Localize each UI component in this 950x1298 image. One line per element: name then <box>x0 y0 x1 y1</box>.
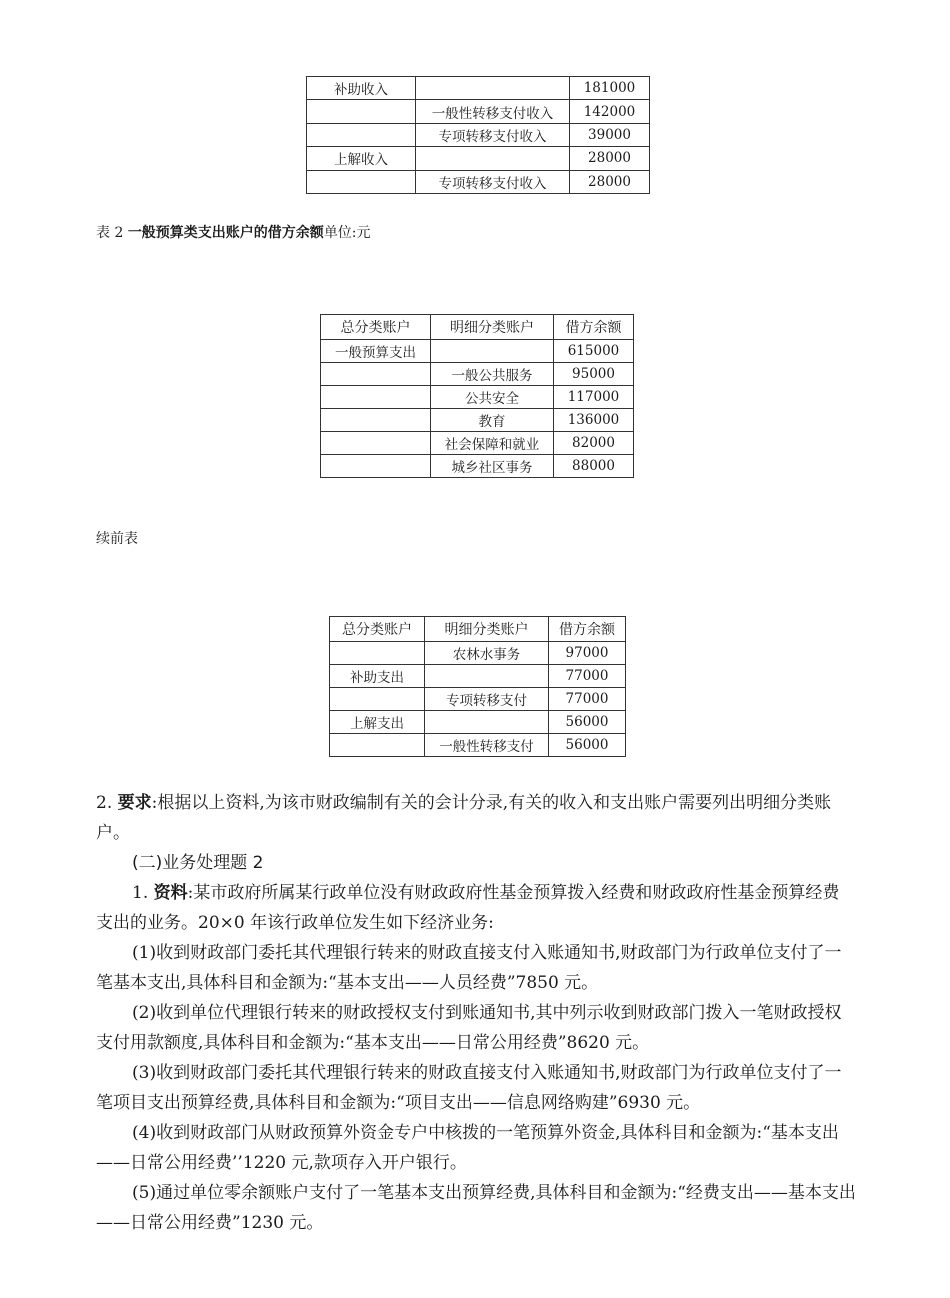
requirement-label: 要求 <box>117 793 152 813</box>
caption-unit: 单位:元 <box>323 225 371 241</box>
general-account-cell <box>321 455 431 478</box>
general-account-cell <box>321 386 431 409</box>
general-account-cell: 一般预算支出 <box>321 340 431 363</box>
table-row <box>321 363 634 386</box>
table-row <box>330 688 626 711</box>
column-header: 借方余额 <box>554 315 634 340</box>
income-balance-table <box>306 76 650 194</box>
transaction-item: (3)收到财政部门委托其代理银行转来的财政直接支付入账通知书,财政部门为行政单位支付了一笔项目支出预算经费,具体科目和金额为:“项目支出——信息网络购建”6930 元。 <box>96 1063 842 1113</box>
transaction-item: (2)收到单位代理银行转来的财政授权支付到账通知书,其中列示收到财政部门拨入一笔财政授权支付用款额度,具体科目和金额为:“基本支出——日常公用经费”8620 元。 <box>96 1003 842 1053</box>
amount-cell: 77000 <box>549 688 626 711</box>
detail-account-cell: 社会保障和就业 <box>431 432 554 455</box>
amount-cell: 28000 <box>570 147 650 170</box>
expenditure-balance-table-continued <box>329 616 626 757</box>
detail-account-cell <box>425 711 549 734</box>
requirement-prefix: 2. <box>96 793 118 813</box>
expenditure-balance-table <box>320 314 634 478</box>
amount-cell: 82000 <box>554 432 634 455</box>
table-row <box>330 665 626 688</box>
amount-cell: 88000 <box>554 455 634 478</box>
amount-cell: 136000 <box>554 409 634 432</box>
amount-cell: 615000 <box>554 340 634 363</box>
amount-cell: 56000 <box>549 734 626 757</box>
column-header: 明细分类账户 <box>425 617 549 642</box>
material-text: :某市政府所属某行政单位没有财政政府性基金预算拨入经费和财政政府性基金预算经费支出的业务。20×0 年该行政单位发生如下经济业务: <box>96 883 840 933</box>
table-row <box>307 170 650 193</box>
general-account-cell <box>330 688 425 711</box>
caption-title: 一般预算类支出账户的借方余额 <box>127 225 324 241</box>
continued-label: 续前表 <box>96 531 138 547</box>
detail-account-cell: 专项转移支付收入 <box>416 170 570 193</box>
detail-account-cell: 教育 <box>431 409 554 432</box>
detail-account-cell: 专项转移支付收入 <box>416 123 570 146</box>
section-heading: (二)业务处理题 2 <box>132 853 264 873</box>
table-row <box>321 386 634 409</box>
amount-cell: 117000 <box>554 386 634 409</box>
detail-account-cell <box>416 147 570 170</box>
general-account-cell <box>330 642 425 665</box>
transaction-item: (4)收到财政部门从财政预算外资金专户中核拨的一笔预算外资金,具体科目和金额为:“基本支出——日常公用经费’’1220 元,款项存入开户银行。 <box>96 1123 839 1173</box>
body-text <box>96 788 856 1238</box>
amount-cell: 77000 <box>549 665 626 688</box>
detail-account-cell: 一般性转移支付 <box>425 734 549 757</box>
general-account-cell <box>307 170 416 193</box>
table-row <box>330 711 626 734</box>
table-header-row <box>321 315 634 340</box>
detail-account-cell: 公共安全 <box>431 386 554 409</box>
material-paragraph <box>96 878 856 938</box>
material-prefix: 1. <box>132 883 154 903</box>
amount-cell: 28000 <box>570 170 650 193</box>
table-row <box>307 100 650 123</box>
table-caption <box>96 222 371 242</box>
general-account-cell <box>321 409 431 432</box>
transaction-item: (1)收到财政部门委托其代理银行转来的财政直接支付入账通知书,财政部门为行政单位支付了一笔基本支出,具体科目和金额为:“基本支出——人员经费”7850 元。 <box>96 943 842 993</box>
general-account-cell: 补助收入 <box>307 77 416 100</box>
requirement-paragraph <box>96 788 856 848</box>
general-account-cell: 上解收入 <box>307 147 416 170</box>
material-label: 资料 <box>153 883 188 903</box>
amount-cell: 97000 <box>549 642 626 665</box>
amount-cell: 95000 <box>554 363 634 386</box>
detail-account-cell <box>416 77 570 100</box>
table-row <box>307 77 650 100</box>
amount-cell: 39000 <box>570 123 650 146</box>
detail-account-cell: 专项转移支付 <box>425 688 549 711</box>
table-row <box>307 147 650 170</box>
column-header: 明细分类账户 <box>431 315 554 340</box>
column-header: 借方余额 <box>549 617 626 642</box>
caption-prefix: 表 2 <box>96 225 128 241</box>
general-account-cell <box>330 734 425 757</box>
table-header-row <box>330 617 626 642</box>
general-account-cell: 补助支出 <box>330 665 425 688</box>
general-account-cell <box>321 363 431 386</box>
table-row <box>321 340 634 363</box>
general-account-cell: 上解支出 <box>330 711 425 734</box>
general-account-cell <box>307 100 416 123</box>
table-row <box>330 642 626 665</box>
table-row <box>321 432 634 455</box>
table-row <box>330 734 626 757</box>
amount-cell: 181000 <box>570 77 650 100</box>
amount-cell: 56000 <box>549 711 626 734</box>
column-header: 总分类账户 <box>321 315 431 340</box>
detail-account-cell <box>425 665 549 688</box>
table-row <box>321 409 634 432</box>
table-row <box>321 455 634 478</box>
detail-account-cell: 一般性转移支付收入 <box>416 100 570 123</box>
amount-cell: 142000 <box>570 100 650 123</box>
requirement-text: :根据以上资料,为该市财政编制有关的会计分录,有关的收入和支出账户需要列出明细分类账户。 <box>96 793 832 843</box>
detail-account-cell: 城乡社区事务 <box>431 455 554 478</box>
table-row <box>307 123 650 146</box>
general-account-cell <box>321 432 431 455</box>
detail-account-cell <box>431 340 554 363</box>
general-account-cell <box>307 123 416 146</box>
transaction-item: (5)通过单位零余额账户支付了一笔基本支出预算经费,具体科目和金额为:“经费支出——基本支出——日常公用经费”1230 元。 <box>96 1183 856 1233</box>
detail-account-cell: 一般公共服务 <box>431 363 554 386</box>
column-header: 总分类账户 <box>330 617 425 642</box>
detail-account-cell: 农林水事务 <box>425 642 549 665</box>
